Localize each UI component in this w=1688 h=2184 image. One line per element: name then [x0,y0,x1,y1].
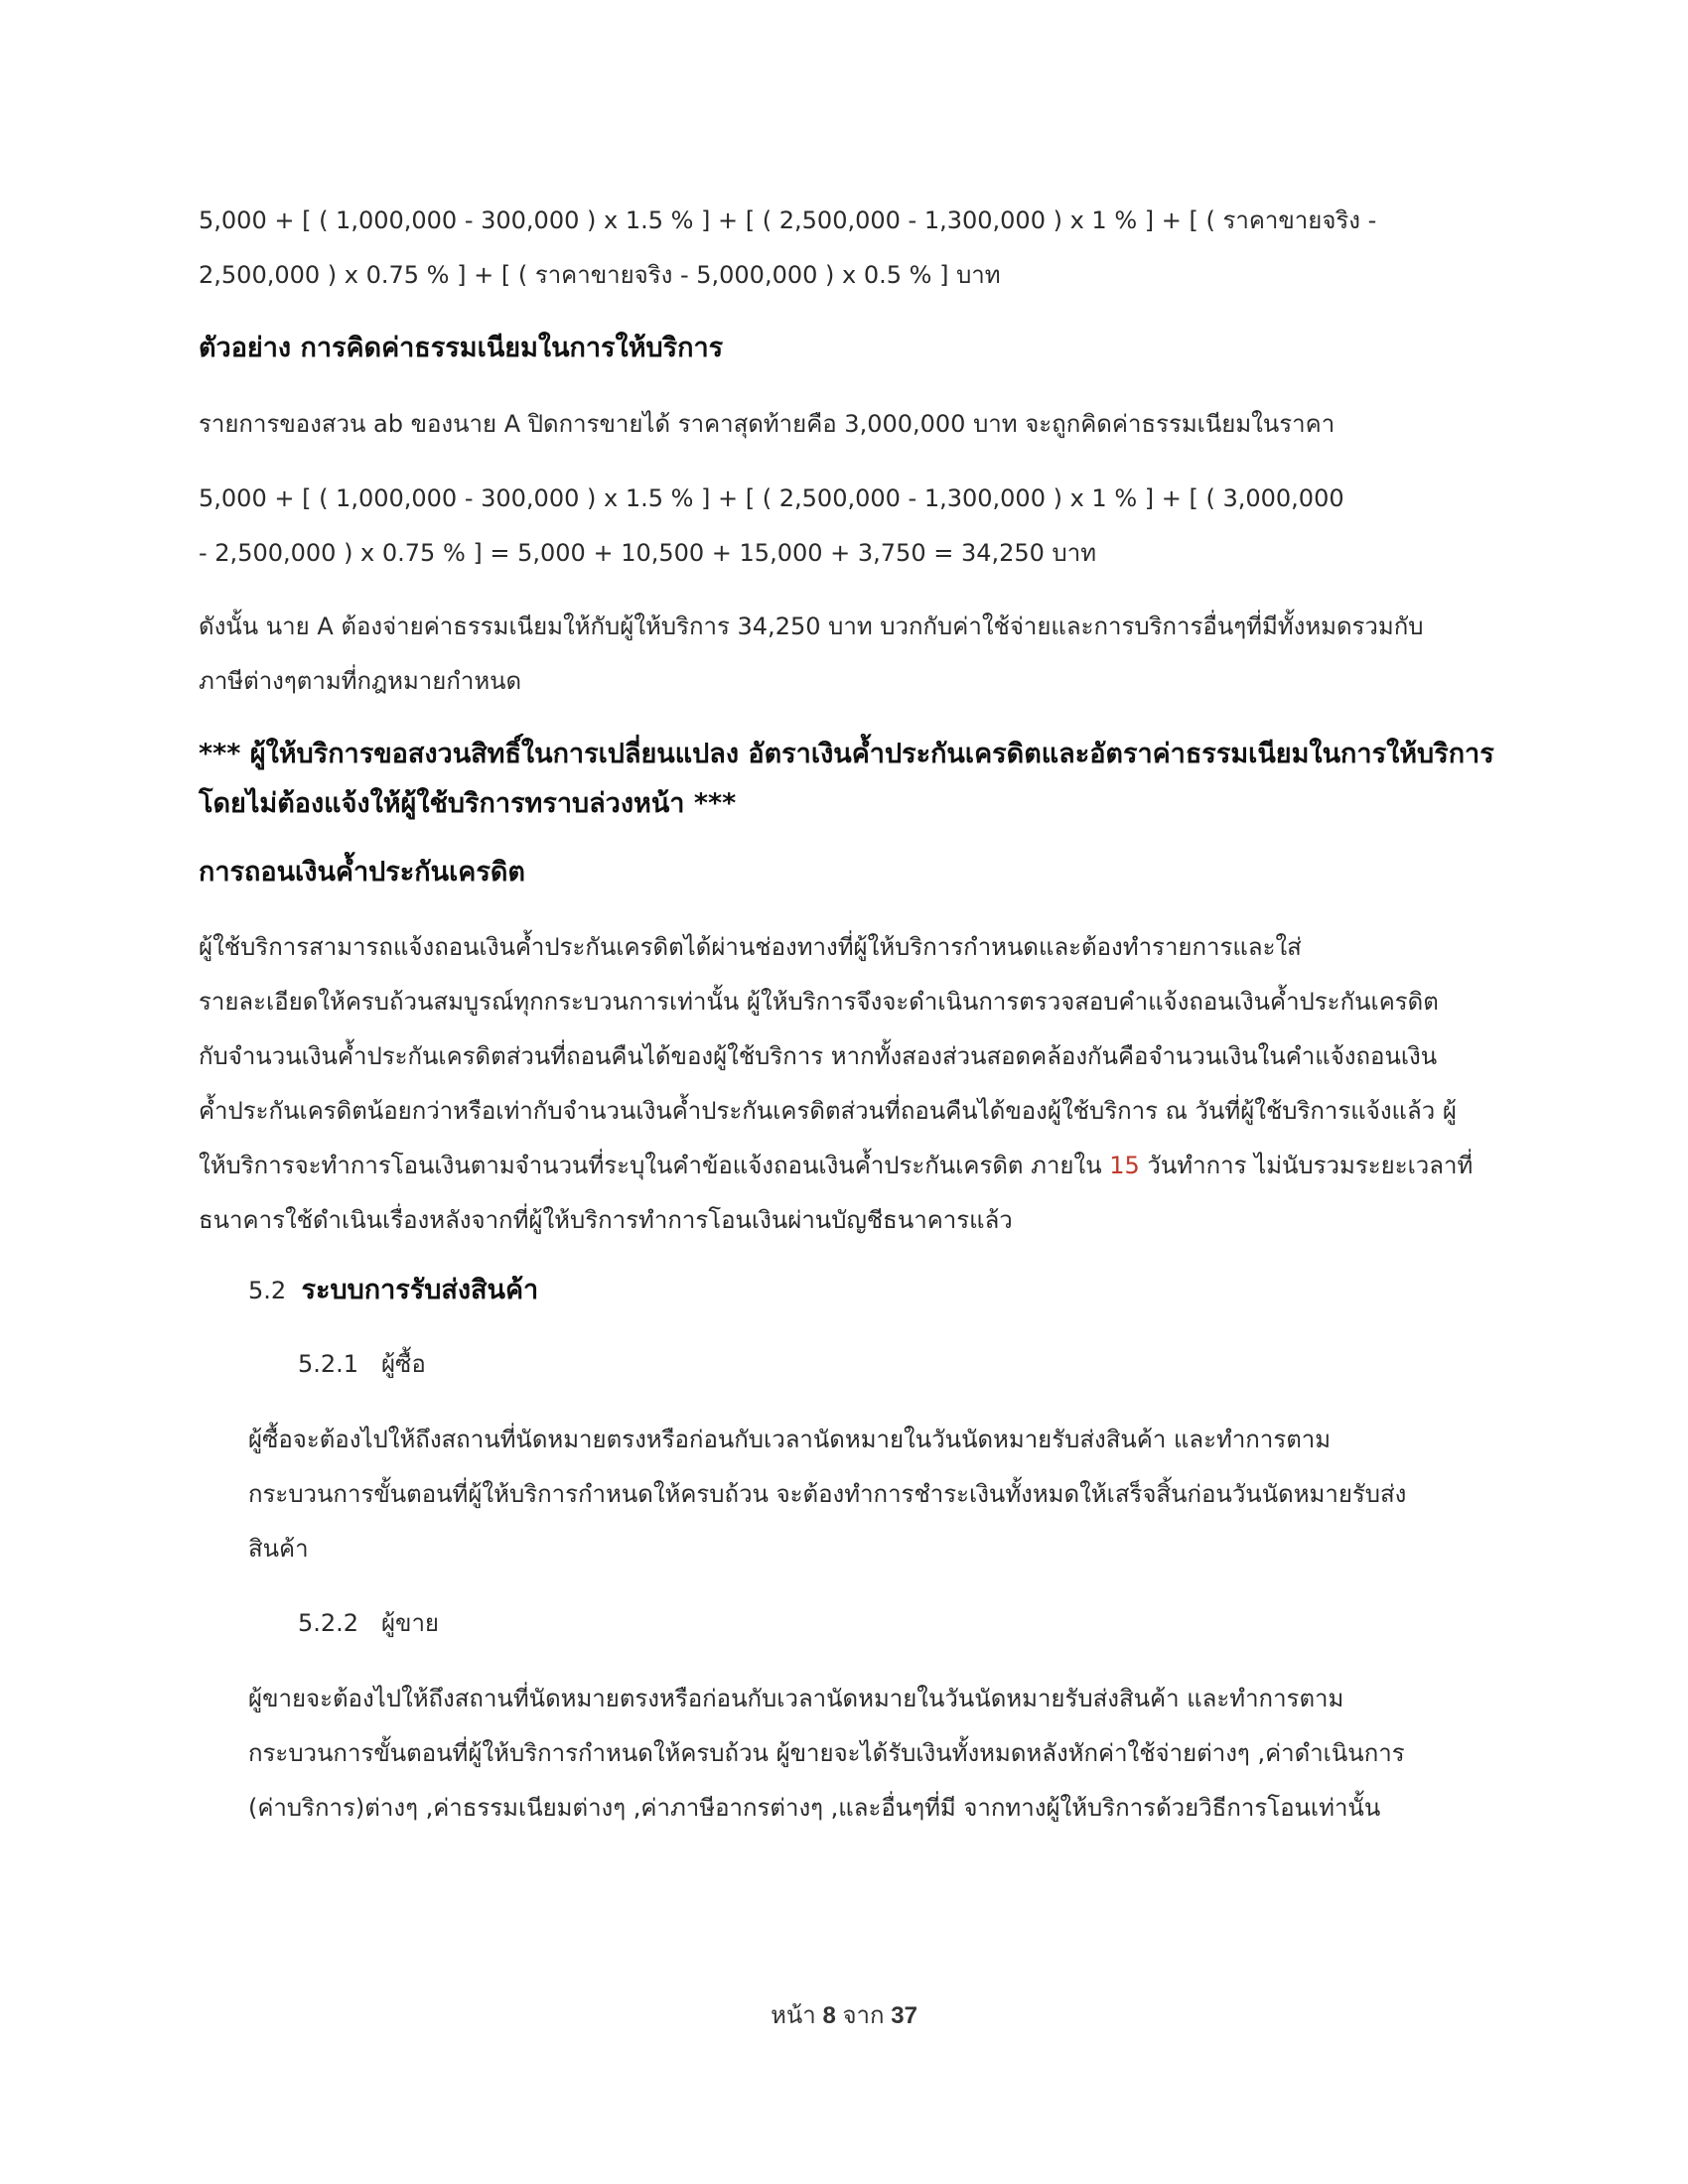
withdraw-line-6: ธนาคารใช้ดำเนินเรื่องหลังจากที่ผู้ให้บริการทำการโอนเงินผ่านบัญชีธนาคารแล้ว [199,1206,1013,1234]
withdraw-line-4: ค้ำประกันเครดิตน้อยกว่าหรือเท่ากับจำนวนเงินค้ำประกันเครดิตส่วนที่ถอนคืนได้ของผู้ใช้บริการ ณ วันที่ผู้ใช้บริการแจ้งแล้ว ผู้ [199,1097,1457,1125]
withdraw-heading: การถอนเงินค้ำประกันเครดิต [199,857,525,887]
example-intro: รายการของสวน ab ของนาย A ปิดการขายได้ ราคาสุดท้ายคือ 3,000,000 บาท จะถูกคิดค่าธรรมเนียมในราคา [199,410,1336,438]
buyer-line-2: กระบวนการขั้นตอนที่ผู้ให้บริการกำหนดให้ครบถ้วน จะต้องทำการชำระเงินทั้งหมดให้เสร็จสิ้นก่อนวันนัดหมายรับส่ง [248,1480,1407,1508]
withdraw-line-2: รายละเอียดให้ครบถ้วนสมบูรณ์ทุกกระบวนการเท่านั้น ผู้ให้บริการจึงจะดำเนินการตรวจสอบคำแจ้งถอนเงินค้ำประกันเครดิต [199,988,1439,1016]
buyer-line-1: ผู้ซื้อจะต้องไปให้ถึงสถานที่นัดหมายตรงหรือก่อนกับเวลานัดหมายในวันนัดหมายรับส่งสินค้า และทำการตาม [248,1426,1332,1453]
section-5-2-heading [248,1274,538,1307]
withdraw-days-number: 15 [1109,1152,1140,1179]
section-5-2-1-number: 5.2.1 [298,1350,359,1378]
withdraw-line-1: ผู้ใช้บริการสามารถแจ้งถอนเงินค้ำประกันเครดิตได้ผ่านช่องทางที่ผู้ให้บริการกำหนดและต้องทำรายการและใส่ [199,933,1302,961]
footer-prefix: หน้า [771,2002,823,2029]
section-5-2-2-title: ผู้ขาย [380,1609,439,1637]
page-footer [0,1995,1688,2034]
notice-line-2: โดยไม่ต้องแจ้งให้ผู้ใช้บริการทราบล่วงหน้า *** [199,788,737,819]
buyer-line-3: สินค้า [248,1535,309,1563]
footer-page-number: 8 [822,2002,836,2029]
seller-line-2: กระบวนการขั้นตอนที่ผู้ให้บริการกำหนดให้ครบถ้วน ผู้ขายจะได้รับเงินทั้งหมดหลังหักค่าใช้จ่ายต่างๆ ,ค่าดำเนินการ [248,1739,1405,1767]
section-5-2-number: 5.2 [248,1277,287,1304]
withdraw-line-5-end: วันทำการ ไม่นับรวมระยะเวลาที่ [1139,1152,1474,1179]
seller-line-1: ผู้ขายจะต้องไปให้ถึงสถานที่นัดหมายตรงหรือก่อนกับเวลานัดหมายในวันนัดหมายรับส่งสินค้า และทำการตาม [248,1685,1344,1712]
example-conclusion-line-1: ดังนั้น นาย A ต้องจ่ายค่าธรรมเนียมให้กับผู้ให้บริการ 34,250 บาท บวกกับค่าใช้จ่ายและการบริการอื่นๆที่มีทั้งหมดรวมกับ [199,613,1424,640]
footer-middle: จาก [835,2002,892,2029]
example-heading: ตัวอย่าง การคิดค่าธรรมเนียมในการให้บริการ [199,333,724,363]
notice-line-1: *** ผู้ให้บริการขอสงวนสิทธิ์ในการเปลี่ยนแปลง อัตราเงินค้ำประกันเครดิตและอัตราค่าธรรมเนียมในการให้บริการ [199,739,1494,769]
example-calc-line-2: - 2,500,000 ) x 0.75 % ] = 5,000 + 10,500 + 15,000 + 3,750 = 34,250 บาท [199,539,1097,567]
seller-line-3: (ค่าบริการ)ต่างๆ ,ค่าธรรมเนียมต่างๆ ,ค่าภาษีอากรต่างๆ ,และอื่นๆที่มี จากทางผู้ให้บริการด้วยวิธีการโอนเท่านั้น [248,1794,1381,1822]
formula-line-1: 5,000 + [ ( 1,000,000 - 300,000 ) x 1.5 % ] + [ ( 2,500,000 - 1,300,000 ) x 1 % ] + [ ( ราคาขายจริง - [199,206,1377,234]
formula-line-2: 2,500,000 ) x 0.75 % ] + [ ( ราคาขายจริง - 5,000,000 ) x 0.5 % ] บาท [199,261,1001,289]
withdraw-line-5 [199,1149,1473,1182]
section-5-2-1-title: ผู้ซื้อ [380,1350,426,1378]
withdraw-line-5-start: ให้บริการจะทำการโอนเงินตามจำนวนที่ระบุในคำข้อแจ้งถอนเงินค้ำประกันเครดิต ภายใน [199,1152,1110,1179]
example-conclusion-line-2: ภาษีต่างๆตามที่กฎหมายกำหนด [199,667,522,695]
section-5-2-2-number: 5.2.2 [298,1609,359,1637]
withdraw-line-3: กับจำนวนเงินค้ำประกันเครดิตส่วนที่ถอนคืนได้ของผู้ใช้บริการ หากทั้งสองส่วนสอดคล้องกันคือจำนวนเงินในคำแจ้งถอนเงิน [199,1042,1438,1070]
example-calc-line-1: 5,000 + [ ( 1,000,000 - 300,000 ) x 1.5 % ] + [ ( 2,500,000 - 1,300,000 ) x 1 % ] + [ ( 3,000,000 [199,484,1344,512]
footer-page-total: 37 [891,2002,917,2029]
section-5-2-1-heading [298,1347,426,1381]
section-5-2-title: ระบบการรับส่งสินค้า [301,1275,539,1305]
section-5-2-2-heading [298,1606,439,1640]
